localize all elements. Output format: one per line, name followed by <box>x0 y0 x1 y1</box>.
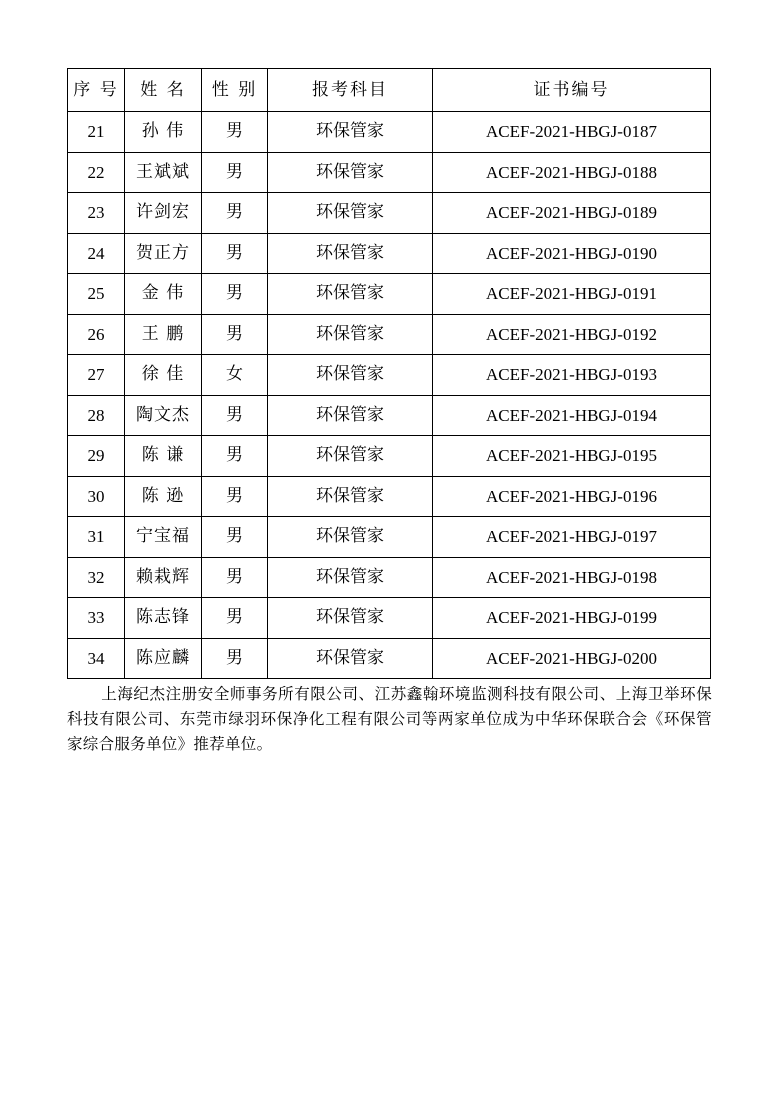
cell-sex: 男 <box>202 314 268 355</box>
table-row <box>68 233 711 274</box>
cell-sex: 男 <box>202 517 268 558</box>
cell-certificate: ACEF-2021-HBGJ-0196 <box>433 476 711 517</box>
cell-subject: 环保管家 <box>268 517 433 558</box>
table-row <box>68 274 711 315</box>
cell-no: 26 <box>68 314 125 355</box>
cell-sex: 男 <box>202 476 268 517</box>
cell-certificate: ACEF-2021-HBGJ-0192 <box>433 314 711 355</box>
cell-certificate: ACEF-2021-HBGJ-0199 <box>433 598 711 639</box>
cell-no: 21 <box>68 112 125 153</box>
cell-sex: 男 <box>202 598 268 639</box>
cell-subject: 环保管家 <box>268 436 433 477</box>
table-header <box>68 69 711 112</box>
cell-sex: 男 <box>202 436 268 477</box>
cell-sex: 女 <box>202 355 268 396</box>
cell-subject: 环保管家 <box>268 355 433 396</box>
cell-sex: 男 <box>202 152 268 193</box>
column-header-sex: 性 别 <box>202 69 268 112</box>
paragraph-text: 上海纪杰注册安全师事务所有限公司、江苏鑫翰环境监测科技有限公司、上海卫举环保科技有限公司、东莞市绿羽环保净化工程有限公司等两家单位成为中华环保联合会《环保管家综合服务单位》推荐单位。 <box>67 685 712 753</box>
closing-paragraph <box>67 682 712 757</box>
cell-no: 30 <box>68 476 125 517</box>
cell-subject: 环保管家 <box>268 233 433 274</box>
cell-certificate: ACEF-2021-HBGJ-0191 <box>433 274 711 315</box>
cell-name: 金 伟 <box>125 274 202 315</box>
cell-name: 陈志锋 <box>125 598 202 639</box>
cell-no: 22 <box>68 152 125 193</box>
cell-no: 33 <box>68 598 125 639</box>
cell-subject: 环保管家 <box>268 274 433 315</box>
table-row <box>68 638 711 679</box>
cell-no: 24 <box>68 233 125 274</box>
column-header-name: 姓 名 <box>125 69 202 112</box>
cell-name: 贺正方 <box>125 233 202 274</box>
certificate-table-container <box>67 68 710 679</box>
certificate-table <box>67 68 711 679</box>
cell-sex: 男 <box>202 638 268 679</box>
cell-name: 宁宝福 <box>125 517 202 558</box>
cell-name: 许剑宏 <box>125 193 202 234</box>
table-header-row <box>68 69 711 112</box>
cell-subject: 环保管家 <box>268 112 433 153</box>
cell-no: 32 <box>68 557 125 598</box>
table-row <box>68 395 711 436</box>
cell-name: 陈应麟 <box>125 638 202 679</box>
cell-sex: 男 <box>202 233 268 274</box>
cell-name: 陶文杰 <box>125 395 202 436</box>
cell-name: 陈 逊 <box>125 476 202 517</box>
table-row <box>68 314 711 355</box>
column-header-certificate: 证书编号 <box>433 69 711 112</box>
cell-no: 34 <box>68 638 125 679</box>
cell-name: 徐 佳 <box>125 355 202 396</box>
cell-subject: 环保管家 <box>268 476 433 517</box>
table-body <box>68 112 711 679</box>
cell-certificate: ACEF-2021-HBGJ-0190 <box>433 233 711 274</box>
cell-name: 陈 谦 <box>125 436 202 477</box>
table-row <box>68 112 711 153</box>
cell-subject: 环保管家 <box>268 598 433 639</box>
table-row <box>68 152 711 193</box>
cell-sex: 男 <box>202 557 268 598</box>
column-header-subject: 报考科目 <box>268 69 433 112</box>
cell-certificate: ACEF-2021-HBGJ-0195 <box>433 436 711 477</box>
cell-no: 23 <box>68 193 125 234</box>
cell-subject: 环保管家 <box>268 557 433 598</box>
cell-name: 王斌斌 <box>125 152 202 193</box>
table-row <box>68 193 711 234</box>
cell-no: 29 <box>68 436 125 477</box>
cell-certificate: ACEF-2021-HBGJ-0193 <box>433 355 711 396</box>
cell-certificate: ACEF-2021-HBGJ-0194 <box>433 395 711 436</box>
cell-certificate: ACEF-2021-HBGJ-0189 <box>433 193 711 234</box>
cell-certificate: ACEF-2021-HBGJ-0187 <box>433 112 711 153</box>
cell-subject: 环保管家 <box>268 152 433 193</box>
cell-no: 31 <box>68 517 125 558</box>
cell-certificate: ACEF-2021-HBGJ-0188 <box>433 152 711 193</box>
table-row <box>68 355 711 396</box>
table-row <box>68 557 711 598</box>
cell-name: 孙 伟 <box>125 112 202 153</box>
cell-no: 27 <box>68 355 125 396</box>
column-header-no: 序 号 <box>68 69 125 112</box>
cell-sex: 男 <box>202 395 268 436</box>
cell-name: 王 鹏 <box>125 314 202 355</box>
table-row <box>68 598 711 639</box>
cell-subject: 环保管家 <box>268 638 433 679</box>
table-row <box>68 436 711 477</box>
cell-subject: 环保管家 <box>268 314 433 355</box>
cell-sex: 男 <box>202 193 268 234</box>
cell-certificate: ACEF-2021-HBGJ-0197 <box>433 517 711 558</box>
cell-certificate: ACEF-2021-HBGJ-0200 <box>433 638 711 679</box>
cell-subject: 环保管家 <box>268 395 433 436</box>
table-row <box>68 517 711 558</box>
table-row <box>68 476 711 517</box>
cell-certificate: ACEF-2021-HBGJ-0198 <box>433 557 711 598</box>
cell-no: 28 <box>68 395 125 436</box>
cell-name: 赖栽辉 <box>125 557 202 598</box>
cell-sex: 男 <box>202 274 268 315</box>
cell-sex: 男 <box>202 112 268 153</box>
cell-subject: 环保管家 <box>268 193 433 234</box>
cell-no: 25 <box>68 274 125 315</box>
